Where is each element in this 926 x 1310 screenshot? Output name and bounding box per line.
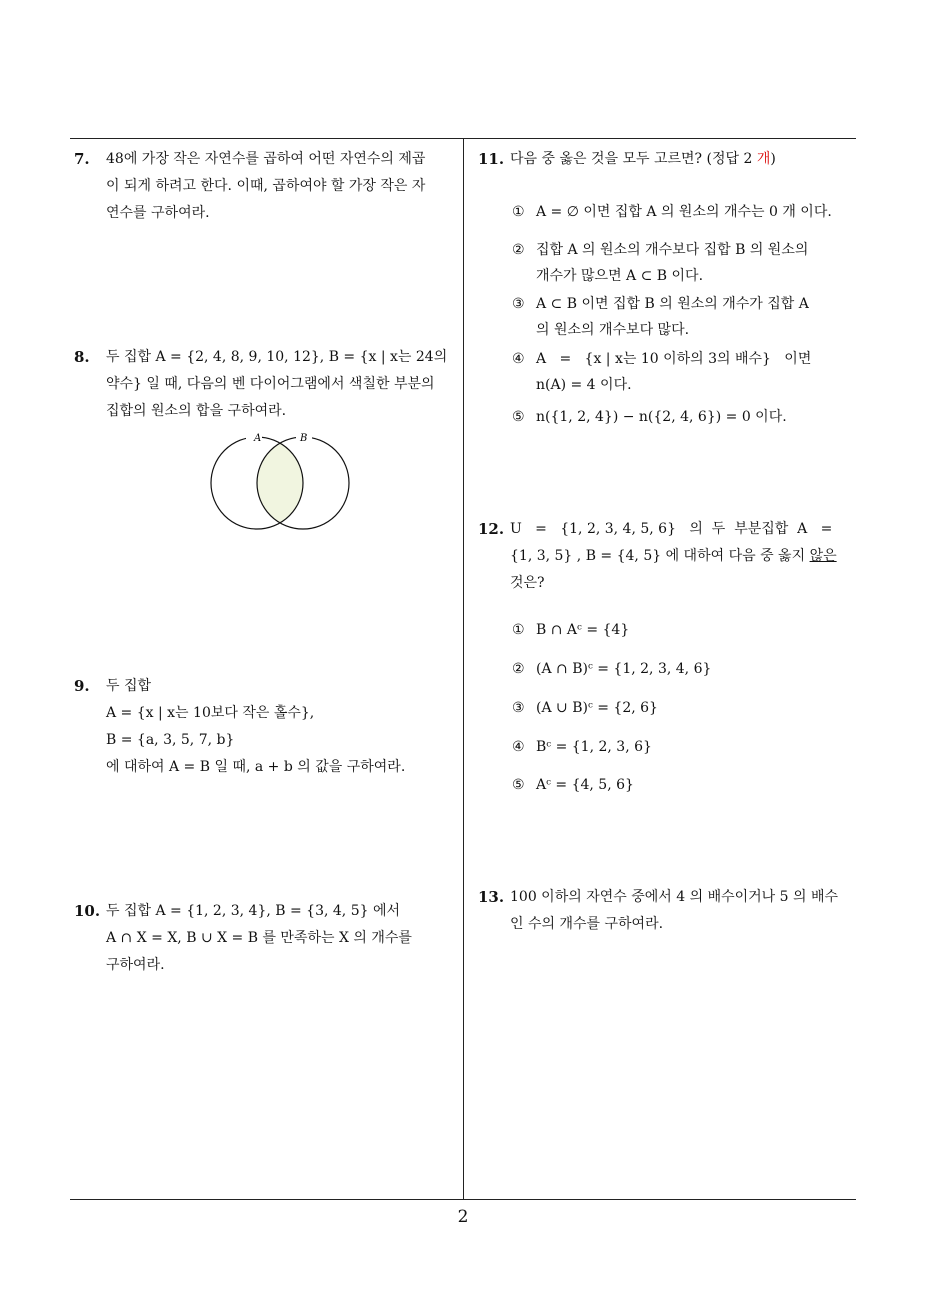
question-text-line: 에 대하여 A = B 일 때, a + b 의 값을 구하여라. [106,759,406,775]
option-12-2 [512,656,711,682]
question-number: 13. [478,888,505,906]
question-text-line: A ∩ X = X, B ∪ X = B 를 만족하는 X 의 개수를 [106,930,412,946]
column-divider [463,138,464,1200]
question-text-line: 구하여라. [106,957,165,973]
option-12-5 [512,772,634,798]
option-mark: ① [512,622,525,638]
option-text: n({1, 2, 4}) − n({2, 4, 6}) = 0 이다. [536,409,787,425]
option-text: n(A) = 4 이다. [536,377,632,393]
option-text: A ⊂ B 이면 집합 B 의 원소의 개수가 집합 A [536,296,809,312]
venn-label-b: B [300,433,308,444]
question-11 [478,146,863,173]
question-text-line: 두 집합 A = {2, 4, 8, 9, 10, 12}, B = {x | x는 24의 [106,349,448,365]
option-mark: ⑤ [512,777,525,793]
question-stem [510,146,863,173]
question-text-line: 100 이하의 자연수 중에서 4 의 배수이거나 5 의 배수 [510,889,839,905]
option-11-4 [512,346,811,398]
option-text: 개수가 많으면 A ⊂ B 이다. [536,268,704,284]
question-text-line: 48에 가장 작은 자연수를 곱하여 어떤 자연수의 제곱 [106,151,426,167]
question-10 [74,898,459,979]
page-number: 2 [457,1207,469,1227]
question-text-line: 집합의 원소의 합을 구하여라. [106,403,287,419]
question-text-line: B = {a, 3, 5, 7, b} [106,732,235,748]
question-9 [74,673,459,781]
question-stem-end: ) [770,151,776,167]
option-mark: ④ [512,739,525,755]
question-stem-text: 다음 중 옳은 것을 모두 고르면? (정답 2 [510,151,757,167]
question-text-line: U = {1, 2, 3, 4, 5, 6} 의 두 부분집합 A = [510,521,833,537]
option-text: (A ∪ B)ᶜ = {2, 6} [536,700,658,716]
question-number: 12. [478,520,505,538]
option-11-1 [512,199,832,225]
question-number: 8. [74,348,90,366]
question-text-line: 두 집합 [106,678,152,694]
question-number: 11. [478,150,505,168]
option-mark: ② [512,661,525,677]
question-number: 10. [74,902,101,920]
underlined-keyword: 않은 [809,548,837,564]
question-text-line: 이 되게 하려고 한다. 이때, 곱하여야 할 가장 작은 자 [106,178,426,194]
option-mark: ② [512,242,525,258]
bottom-rule [70,1199,856,1200]
venn-diagram [200,428,360,533]
option-text: (A ∩ B)ᶜ = {1, 2, 3, 4, 6} [536,661,712,677]
option-mark: ③ [512,700,525,716]
question-text-line: 두 집합 A = {1, 2, 3, 4}, B = {3, 4, 5} 에서 [106,903,401,919]
option-text: A = {x | x는 10 이하의 3의 배수} 이면 [536,351,812,367]
option-mark: ⑤ [512,409,525,425]
question-text-line: 인 수의 개수를 구하여라. [510,916,664,932]
option-mark: ④ [512,351,525,367]
option-text: A = ∅ 이면 집합 A 의 원소의 개수는 0 개 이다. [536,204,832,220]
question-7 [74,146,459,227]
option-11-5 [512,404,787,430]
option-12-4 [512,734,652,760]
option-12-3 [512,695,658,721]
option-text: B ∩ Aᶜ = {4} [536,622,630,638]
question-stem-red: 개 [756,151,771,167]
question-text-part: {1, 3, 5} , B = {4, 5} 에 대하여 다음 중 옳지 [510,548,810,564]
question-13 [478,884,863,938]
option-mark: ① [512,204,525,220]
option-11-2 [512,237,808,289]
question-12 [478,516,863,597]
option-11-3 [512,291,809,343]
option-mark: ③ [512,296,525,312]
question-text-line: 약수} 일 때, 다음의 벤 다이어그램에서 색칠한 부분의 [106,376,435,392]
question-number: 9. [74,677,90,695]
question-text-line: 것은? [510,575,545,591]
question-number: 7. [74,150,90,168]
option-text: Aᶜ = {4, 5, 6} [536,777,634,793]
option-text: 의 원소의 개수보다 많다. [536,322,690,338]
option-12-1 [512,617,629,643]
option-text: Bᶜ = {1, 2, 3, 6} [536,739,652,755]
question-text-line [510,543,863,570]
question-text-line: A = {x | x는 10보다 작은 홀수}, [106,705,315,721]
question-8 [74,344,459,425]
venn-label-a: A [254,433,262,444]
question-text-line: 연수를 구하여라. [106,205,210,221]
option-text: 집합 A 의 원소의 개수보다 집합 B 의 원소의 [536,242,809,258]
